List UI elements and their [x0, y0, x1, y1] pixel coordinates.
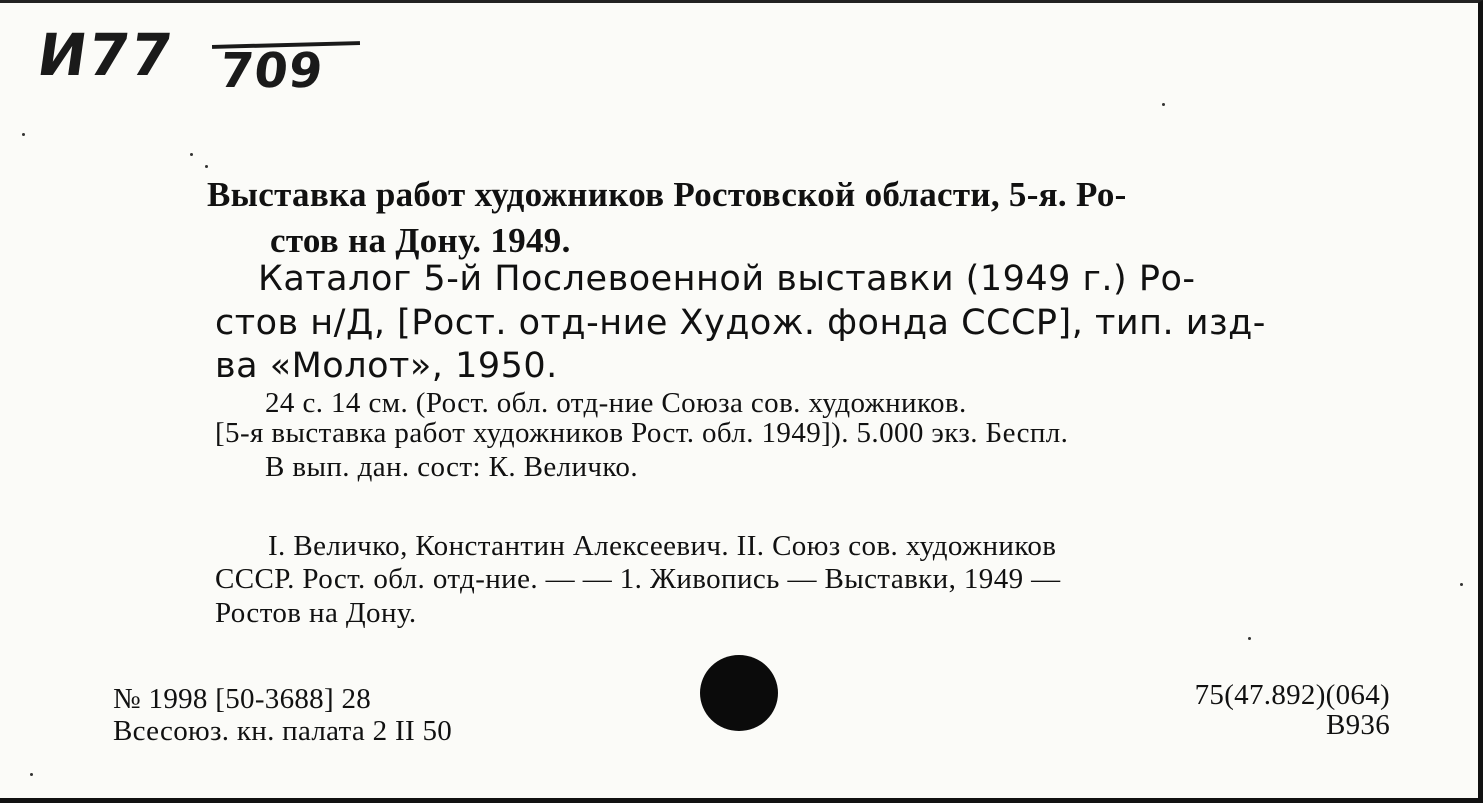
title-line-1: Каталог 5-й Послевоенной выставки (1949 г.) Ро-	[258, 259, 1196, 299]
dust-speck	[1248, 637, 1251, 640]
author-mark: В936	[1325, 709, 1390, 741]
tracings-line-3: Ростов на Дону.	[215, 597, 417, 629]
title-line-3: ва «Молот», 1950.	[215, 346, 558, 386]
classification-index: 75(47.892)(064)	[1194, 679, 1390, 711]
dust-speck	[1460, 583, 1463, 586]
entry-heading-line-1: Выставка работ художников Ростовской области, 5-я. Ро-	[207, 175, 1127, 214]
physical-description-line-2: [5-я выставка работ художников Рост. обл. 1949]). 5.000 экз. Беспл.	[215, 417, 1069, 449]
tracings-line-1: I. Величко, Константин Алексеевич. II. Союз сов. художников	[268, 530, 1057, 562]
title-line-2: стов н/Д, [Рост. отд-ние Худож. фонда СССР], тип. изд-	[215, 303, 1266, 343]
dust-speck	[30, 773, 33, 776]
dust-speck	[190, 153, 193, 156]
book-chamber-stamp: Всесоюз. кн. палата 2 II 50	[113, 715, 453, 747]
compiler-note: В вып. дан. сост: К. Величко.	[265, 451, 638, 483]
punch-hole	[700, 655, 778, 731]
entry-heading-line-2: стов на Дону. 1949.	[270, 221, 571, 260]
dust-speck	[205, 165, 208, 168]
dust-speck	[1162, 103, 1165, 106]
handwritten-number: 709	[217, 43, 327, 99]
handwritten-shelf-mark: И77	[33, 21, 179, 89]
dust-speck	[22, 133, 25, 136]
physical-description-line-1: 24 с. 14 см. (Рост. обл. отд-ние Союза сов. художников.	[265, 387, 967, 419]
record-number: № 1998 [50-3688] 28	[113, 683, 372, 715]
tracings-line-2: СССР. Рост. обл. отд-ние. — — 1. Живопись — Выставки, 1949 —	[215, 563, 1061, 595]
